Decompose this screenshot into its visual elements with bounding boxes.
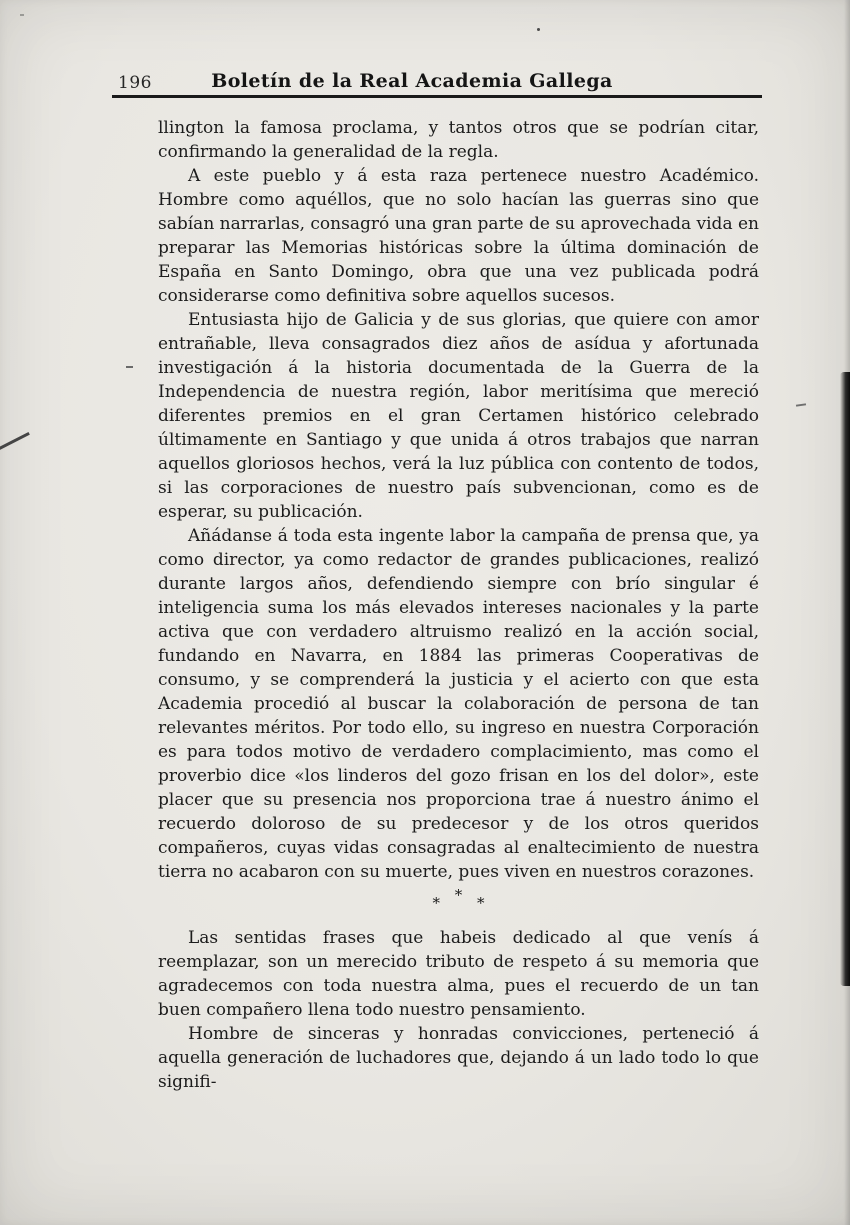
header-title: Boletín de la Real Academia Gallega	[211, 70, 613, 92]
book-binding-shadow	[840, 372, 850, 986]
scan-artifact-dash-right	[796, 403, 806, 406]
page-header	[112, 70, 712, 96]
page-body	[158, 116, 759, 1094]
paragraph-5: Las sentidas frases que habeis dedicado al que venís á reemplazar, son un merecido tributo de respeto á su memoria que agradecemos con toda nuestra alma, pues el recuerdo de un tan buen compañero llena todo nuestro pensamiento.	[158, 928, 759, 1020]
asterisk-right: *	[477, 894, 485, 912]
header-rule	[112, 95, 762, 98]
asterisk-left: *	[432, 894, 440, 912]
page-number: 196	[118, 73, 152, 93]
paragraph-2: A este pueblo y á esta raza pertenece nuestro Académico. Hombre como aquéllos, que no solo hacían las guerras sino que sabían narrarlas, consagró una gran parte de su aprovechada vida en preparar las Memorias históricas sobre la última dominación de España en Santo Domingo, obra que una vez publicada podrá considerarse como definitiva sobre aquellos sucesos.	[158, 166, 759, 306]
scan-artifact-slash	[0, 432, 30, 451]
scan-artifact-dash-left	[126, 366, 133, 368]
paragraph-6: Hombre de sinceras y honradas convicciones, perteneció á aquella generación de luchadores que, dejando á un lado todo lo que signifi-	[158, 1024, 759, 1092]
scan-artifact-dot	[537, 28, 540, 31]
scan-artifact-speck	[20, 14, 24, 16]
paragraph-3: Entusiasta hijo de Galicia y de sus glorias, que quiere con amor entrañable, lleva consagrados diez años de asídua y afortunada investigación á la historia documentada de la Guerra de la Independencia de nuestra región, labor meritísima que mereció diferentes premios en el gran Certamen histórico celebrado últimamente en Santiago y que unida á otros trabajos que narran aquellos gloriosos hechos, verá la luz pública con contento de todos, si las corporaciones de nuestro país subvencionan, como es de esperar, su publicación.	[158, 310, 759, 522]
asterisk-middle: *	[454, 886, 463, 904]
section-separator	[158, 888, 759, 918]
paragraph-4: Añádanse á toda esta ingente labor la campaña de prensa que, ya como director, ya como redactor de grandes publicaciones, realizó durante largos años, defendiendo siempre con brío singular é inteligencia suma los más elevados intereses nacionales y la parte activa que con verdadero altruismo realizó en la acción social, fundando en Navarra, en 1884 las primeras Cooperativas de consumo, y se comprenderá la justicia y el acierto con que esta Academia procedió al buscar la colaboración de persona de tan relevantes méritos. Por todo ello, su ingreso en nuestra Corporación es para todos motivo de verdadero complacimiento, mas como el proverbio dice «los linderos del gozo frisan en los del dolor», este placer que su presencia nos proporciona trae á nuestro ánimo el recuerdo doloroso de su predecesor y de los otros queridos compañeros, cuyas vidas consagradas al enaltecimiento de nuestra tierra no acabaron con su muerte, pues viven en nuestros corazones.	[158, 526, 759, 882]
paragraph-1: llington la famosa proclama, y tantos otros que se podrían citar, confirmando la generalidad de la regla.	[158, 118, 759, 162]
